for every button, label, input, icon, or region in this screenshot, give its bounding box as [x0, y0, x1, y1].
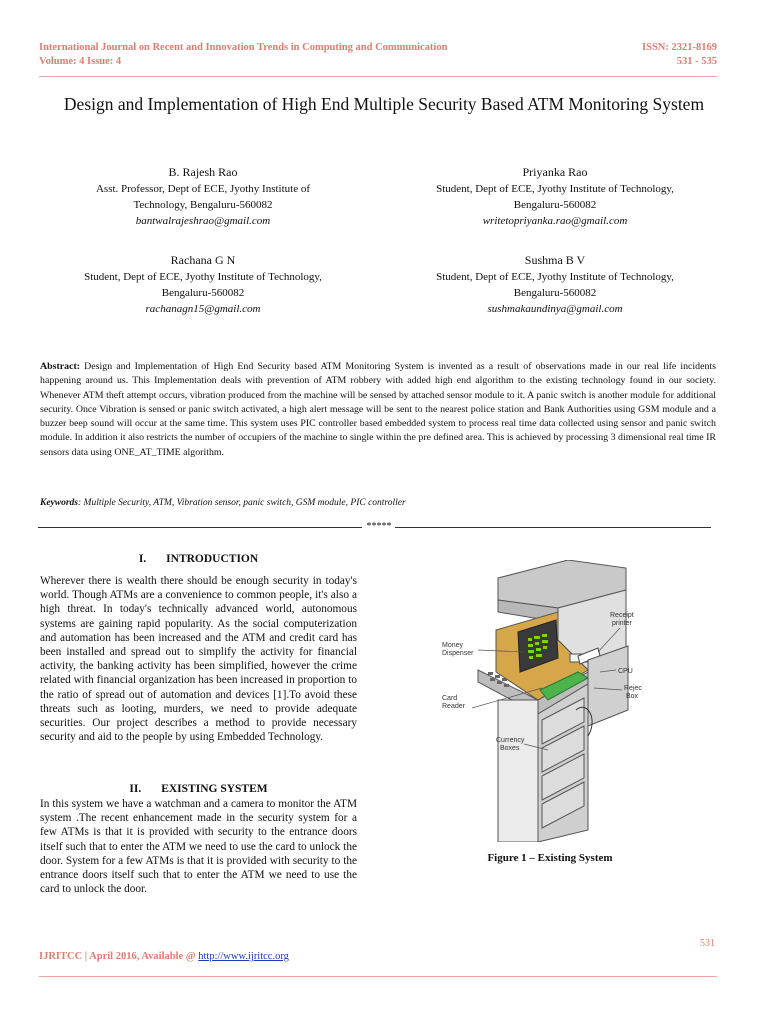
keywords-label: Keywords [40, 498, 78, 508]
author-email: writetopriyanka.rao@gmail.com [482, 215, 628, 227]
keywords [40, 498, 406, 508]
author-block [38, 251, 368, 317]
author-email: rachanagn15@gmail.com [145, 303, 261, 315]
abstract-label: Abstract: [40, 361, 81, 372]
author-block [390, 163, 720, 229]
reject-box-label: Rejec [624, 685, 642, 692]
atm-figure [438, 560, 668, 842]
cpu-unit [588, 646, 628, 726]
author-block [38, 163, 368, 229]
footer-text: IJRITCC | April 2016, Available @ [39, 951, 199, 962]
author-affiliation: Bengaluru-560082 [513, 199, 597, 211]
abstract-text: Design and Implementation of High End Security based ATM Monitoring System is invented as a result of observations made in our real life incidents happening around us. This Implementation deals with prevention of ATM robbery with added high end algorithm to the existing technology found in our society. Whenever ATM theft attempt occurs, vibration produced from the machine will be sensed by attached sensor module to it. A panic switch is another module for additional security. Once Vibration is sensed or panic switch activated, a high alert message will be sent to the nearest police station and Bank Authorities using GSM module and a buzzer beep sound will occur at the same time. This system uses PIC controller based embedded system to process real time data collected using sensor and panic switch module. In addition it also restricts the number of occupiers of the machine to single within the pre defined area. This is achieved by processing 3 dimensional real time IR sensors data using ONE_AT_TIME algorithm. [40, 361, 716, 458]
separator-stars: ***** [366, 521, 392, 532]
running-footer [39, 951, 289, 962]
receipt-printer-label: printer [612, 620, 632, 627]
cabinet-front [498, 700, 538, 842]
volume-issue: Volume: 4 Issue: 4 [39, 56, 122, 67]
figure-caption: Figure 1 – Existing System [487, 852, 613, 864]
author-affiliation: Student, Dept of ECE, Jyothy Institute of Technology, [436, 183, 674, 195]
separator-line [395, 527, 711, 528]
author-email: sushmakaundinya@gmail.com [487, 303, 623, 315]
issn: ISSN: 2321-8169 [642, 42, 717, 53]
author-email: bantwalrajeshrao@gmail.com [135, 215, 271, 227]
abstract [40, 360, 716, 460]
section-heading [40, 553, 357, 565]
money-dispenser-label: Money [442, 642, 464, 649]
author-name: B. Rajesh Rao [168, 165, 238, 179]
card-reader-label: Reader [442, 703, 465, 710]
receipt-printer-label: Receipt [610, 612, 634, 619]
currency-boxes-label: Currency [496, 737, 525, 744]
journal-link[interactable]: http://www.ijritcc.org [198, 951, 289, 962]
author-affiliation: Bengaluru-560082 [513, 287, 597, 299]
section-title: EXISTING SYSTEM [161, 783, 268, 795]
reject-box-label: Box [626, 693, 639, 700]
section-title: INTRODUCTION [166, 553, 259, 565]
author-block [390, 251, 720, 317]
keywords-text: : Multiple Security, ATM, Vibration sensor, panic switch, GSM module, PIC controller [78, 498, 406, 508]
section-number: I. [138, 553, 147, 565]
author-affiliation: Student, Dept of ECE, Jyothy Institute of Technology, [84, 271, 322, 283]
paper-title: Design and Implementation of High End Multiple Security Based ATM Monitoring System [63, 94, 705, 114]
money-dispenser-label: Dispenser [442, 650, 474, 657]
section-body: Wherever there is wealth there should be enough security in today's world. Though ATMs are a convenience to common people, it's also a high threat. In today's technically advanced world, autonomous systems are gaining rapid popularity. As the social computerization and automation has been increased and the ATM and credit card has been installed and spread out to simplify the activity for financial activity, the banking activity has been simplified, however the crime related with financial organization has been increased in proportion to the ratio of spread out of automation and devices [1].To avoid these threats such as looting, murders, we need to provide adequate securities. Our project describes a method to provide necessary security and aid to the people by using Embedded Technology. [40, 575, 357, 744]
page-number: 531 [700, 938, 715, 949]
section-body: In this system we have a watchman and a camera to monitor the ATM system .The recent enhancement made in the security system for a few ATMs is that it is provided with security to the entrance doors itself such that to enter the ATM we need to use the card to unlock the door. System for a few ATMs is that it is provided with security to the entrance doors itself such that to enter the ATM we need to use the card to unlock the door. [40, 798, 357, 896]
author-affiliation: Student, Dept of ECE, Jyothy Institute of Technology, [436, 271, 674, 283]
author-affiliation: Asst. Professor, Dept of ECE, Jyothy Institute of [95, 183, 311, 195]
author-name: Rachana G N [170, 253, 236, 267]
author-name: Priyanka Rao [522, 165, 588, 179]
author-affiliation: Bengaluru-560082 [161, 287, 245, 299]
journal-name: International Journal on Recent and Innovation Trends in Computing and Communication [39, 42, 448, 53]
header-rule [39, 76, 717, 77]
section-heading [40, 783, 357, 795]
page-range: 531 - 535 [676, 56, 717, 67]
currency-boxes-label: Boxes [500, 745, 520, 752]
author-affiliation: Technology, Bengaluru-560082 [133, 199, 273, 211]
footer-rule [39, 976, 717, 977]
separator-line [38, 527, 362, 528]
atm-illustration [438, 560, 668, 842]
author-name: Sushma B V [524, 253, 586, 267]
cpu-label: CPU [618, 668, 633, 675]
card-reader-label: Card [442, 695, 458, 702]
section-number: II. [129, 783, 142, 795]
